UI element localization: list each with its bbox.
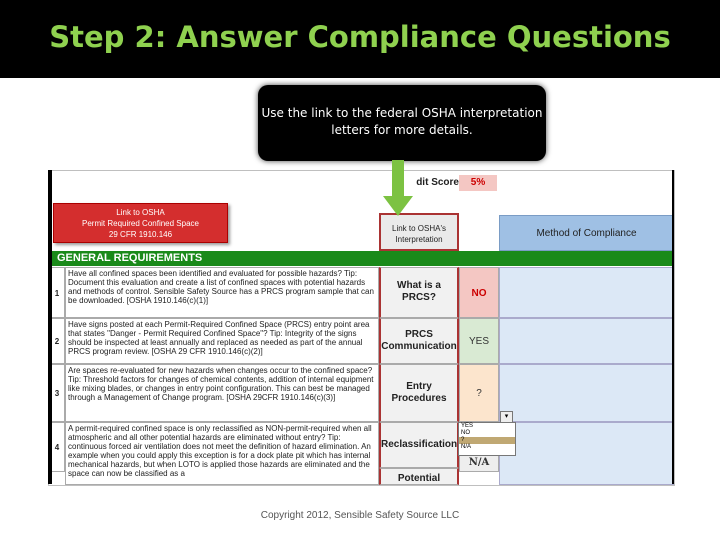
method-cell[interactable] [499, 422, 674, 485]
row-number: 4 [49, 422, 65, 472]
interpretation-link-text: What is a PRCS? [397, 280, 441, 303]
answer-value: N/A [468, 457, 490, 468]
sheet-frame-right [672, 170, 674, 484]
interpretation-link[interactable] [379, 364, 459, 422]
interpretation-link[interactable] [379, 422, 459, 468]
answer-value: ? [476, 388, 482, 399]
interpretation-link-text: Entry Procedures [391, 381, 447, 404]
osha-link-line2: Permit Required Confined Space [82, 219, 199, 228]
green-arrow-icon [383, 160, 413, 218]
row-number: 2 [49, 318, 65, 364]
sheet-frame-left [48, 170, 52, 484]
osha-prcs-link-button[interactable] [53, 203, 228, 243]
answer-value: NO [471, 288, 487, 299]
interpretation-link[interactable] [379, 468, 459, 485]
callout-box [258, 85, 546, 161]
section-header-text: GENERAL REQUIREMENTS [57, 252, 203, 264]
osha-link-line3: 29 CFR 1910.146 [108, 230, 173, 239]
row-number: 3 [49, 364, 65, 422]
interpretation-link[interactable] [379, 318, 459, 364]
slide-title: Step 2: Answer Compliance Questions [49, 20, 671, 54]
question-cell: Are spaces re-evaluated for new hazards when changes occur to the confined space? Tip: Threshold factors for changes of chemical contents, addition of internal equipment like mixing blades, or changes in entry point configuration. This can best be managed through a Management of Change program. [OSHA 29CFR 1910.146(c)(3)] [65, 364, 379, 422]
copyright-footer: Copyright 2012, Sensible Safety Source LLC [260, 510, 460, 521]
answer-value: YES [468, 336, 489, 347]
interpretation-link-text: PRCS Communication [381, 329, 457, 352]
dropdown-arrow-icon[interactable]: ▾ [500, 411, 513, 423]
interpretation-link-text: Potential [397, 473, 441, 484]
spreadsheet [48, 170, 675, 486]
interpretation-column-header [379, 213, 459, 251]
question-cell: Have signs posted at each Permit-Required Confined Space (PRCS) entry point area that states "Danger - Permit Required Confined Space"? Tip: Integrity of the signs should be inspected at least annually and replaced as needed as part of the annual PRCS program review. [OSHA 29 CFR 1910.146(c)(2)] [65, 318, 379, 364]
row-number: 1 [49, 267, 65, 318]
method-header-text: Method of Compliance [536, 228, 637, 239]
section-header-general [49, 251, 674, 266]
answer-cell[interactable] [459, 318, 499, 364]
method-cell[interactable] [499, 364, 674, 422]
dropdown-option[interactable]: N/A [461, 444, 472, 450]
audit-score-value: 5% [459, 175, 497, 191]
interpretation-header-text: Link to OSHA's Interpretation [392, 224, 446, 244]
question-cell: Have all confined spaces been identified and evaluated for possible hazards? Tip: Document this evaluation and create a list of confined spaces with potential hazards and methods of control. Sensible Safety Source has a PRCS program sample that can be downloaded. [OSHA 1910.146(c)(1)] [65, 267, 379, 318]
dropdown-option[interactable]: NO [461, 430, 470, 436]
audit-score-label: dit Score [416, 177, 459, 188]
interpretation-link[interactable] [379, 267, 459, 318]
answer-cell[interactable] [459, 267, 499, 318]
question-cell: A permit-required confined space is only reclassified as NON-permit-required when all atmospheric and all other potential hazards are eliminated without entry? Tip: continuous forced air ventilation does not meet the definition of hazard elimination. An example when you could apply this exception is for a dock plate pit which has internal mechanical hazards, but when LOTO is applied those hazards are eliminated and the space can now be classified as a [65, 422, 379, 485]
osha-link-line1: Link to OSHA [116, 208, 165, 217]
answer-cell[interactable] [459, 364, 499, 422]
method-of-compliance-header [499, 215, 674, 251]
method-cell[interactable] [499, 318, 674, 364]
dropdown-option[interactable]: YES [461, 423, 474, 429]
callout-text: Use the link to the federal OSHA interpretation letters for more details. [261, 106, 543, 137]
dropdown-option-selected[interactable]: ? [459, 437, 515, 444]
method-cell[interactable] [499, 267, 674, 318]
interpretation-link-text: Reclassification [381, 439, 458, 450]
answer-dropdown-list[interactable] [458, 422, 516, 456]
